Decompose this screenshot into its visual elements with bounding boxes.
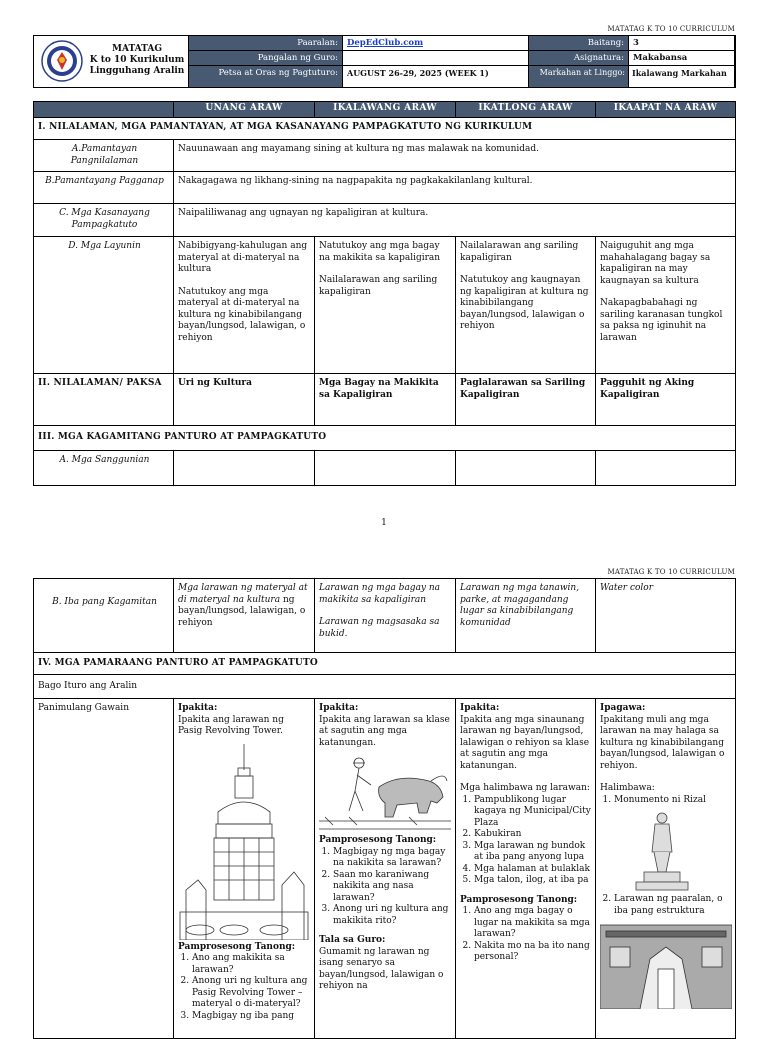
panimula-day-3 bbox=[456, 699, 596, 1039]
section-3-title: III. MGA KAGAMITANG PANTURO AT PAMPAGKATUTO bbox=[34, 426, 736, 451]
asignatura-label: Asignatura: bbox=[529, 51, 629, 66]
paksa-day-1: Uri ng Kultura bbox=[174, 374, 315, 426]
day-4-ex-1: 1. Monumento ni Rizal bbox=[614, 795, 731, 807]
pamantayan-pangnilalaman-label: A.Pamantayan Pangnilalaman bbox=[34, 140, 174, 172]
day-3-ex-1: 1. Pampublikong lugar kagaya ng Municipal/City Plaza bbox=[474, 795, 591, 830]
day-1-head: Ipakita: bbox=[178, 703, 218, 713]
day-1-q-2: 2. Anong uri ng kultura ang Pasig Revolving Tower – materyal o di-materyal? bbox=[192, 976, 310, 1011]
paaralan-label-cell: Paaralan: bbox=[188, 35, 343, 51]
layunin-day-1-b: Natutukoy ang mga materyal at di-materyal na kultura ng kinabibilangang bayan/lungsod, lalawigan, o rehiyon bbox=[178, 286, 306, 343]
petsa-value: AUGUST 26-29, 2025 (WEEK 1) bbox=[343, 66, 529, 88]
day-3-ex-5: 5. Mga talon, ilog, at iba pa bbox=[474, 875, 591, 887]
kagamitan-day-2-b: Larawan ng magsasaka sa bukid. bbox=[319, 617, 440, 639]
kagamitan-day-1-b: ng bayan/lungsod, lalawigan, o rehiyon bbox=[178, 594, 306, 628]
pamantayang-pagganap-text: Nakagagawa ng likhang-sining na nagpapakita ng pagkakakilanlang kultural. bbox=[174, 172, 736, 204]
day-3-examples bbox=[460, 795, 591, 887]
paksa-day-4: Pagguhit ng Aking Kapaligiran bbox=[596, 374, 736, 426]
col-day-1: UNANG ARAW bbox=[174, 102, 315, 118]
day-2-tala-head: Tala sa Guro: bbox=[319, 935, 386, 945]
panimula-day-1 bbox=[174, 699, 315, 1039]
panimula-day-4 bbox=[596, 699, 736, 1039]
day-1-q-3: 3. Magbigay ng iba pang bbox=[192, 1011, 310, 1023]
paaralan-value[interactable]: DepEdClub.com bbox=[347, 38, 424, 48]
iba-pang-kagamitan-label: B. Iba pang Kagamitan bbox=[34, 579, 174, 653]
day-4-examples-2 bbox=[600, 894, 731, 917]
day-3-q-1: 1. Ano ang mga bagay o lugar na makikita sa mga larawan? bbox=[474, 906, 591, 941]
layunin-day-3-a: Nailalarawan ang sariling kapaligiran bbox=[460, 241, 579, 263]
school-building-image bbox=[600, 919, 732, 1009]
lesson-table-page-1 bbox=[33, 101, 736, 486]
day-4-text: Ipakitang muli ang mga larawan na may halaga sa kultura ng kinabibilangang bayan/lungsod, lalawigan o rehiyon. bbox=[600, 714, 725, 771]
nilalaman-paksa-label: II. NILALAMAN/ PAKSA bbox=[34, 374, 174, 426]
pamantayang-pagganap-label: B.Pamantayang Pagganap bbox=[34, 172, 174, 204]
header-title-cell bbox=[34, 36, 189, 88]
day-3-ex-3: 3. Mga larawan ng bundok at iba pang anyong lupa bbox=[474, 841, 591, 864]
guro-label: Pangalan ng Guro: bbox=[188, 51, 343, 66]
kagamitan-day-1 bbox=[174, 579, 315, 653]
section-4-title: IV. MGA PAMARAANG PANTURO AT PAMPAGKATUTO bbox=[34, 653, 736, 675]
day-4-head: Ipagawa: bbox=[600, 703, 646, 713]
layunin-day-1-a: Nabibigyang-kahulugan ang materyal at di-materyal na kultura bbox=[178, 241, 308, 274]
col-day-3: IKATLONG ARAW bbox=[456, 102, 596, 118]
day-3-ex-4: 4. Mga halaman at bulaklak bbox=[474, 864, 591, 876]
header-title-line-2: K to 10 Kurikulum bbox=[89, 55, 185, 65]
layunin-day-2 bbox=[315, 237, 456, 374]
layunin-day-4-b: Nakapagbabahagi ng sariling karanasan tungkol sa paksa ng iginuhit na larawan bbox=[600, 298, 723, 343]
day-3-text: Ipakita ang mga sinaunang larawan ng bayan/lungsod, lalawigan o rehiyon sa klase at sagutin ang mga katanungan. bbox=[460, 714, 590, 771]
lesson-table-page-2 bbox=[33, 578, 736, 1039]
kagamitan-day-3: Larawan ng mga tanawin, parke, at magagandang lugar sa kinabibilangang komunidad bbox=[456, 579, 596, 653]
rizal-monument-image bbox=[600, 808, 732, 892]
layunin-day-2-a: Natutukoy ang mga bagay na makikita sa kapaligiran bbox=[319, 241, 441, 263]
day-2-questions bbox=[319, 847, 451, 928]
kagamitan-day-1-a: Mga larawan ng materyal at di materyal na kultura bbox=[178, 583, 308, 605]
bago-ituro-label: Bago Ituro ang Aralin bbox=[34, 675, 736, 699]
layunin-day-4-a: Naiguguhit ang mga mahahalagang bagay sa kapaligiran na may kaugnayan sa kultura bbox=[600, 241, 711, 286]
day-2-q-head: Pamprosesong Tanong: bbox=[319, 835, 437, 845]
farmer-carabao-image bbox=[319, 751, 451, 833]
markahan-label: Markahan at Linggo: bbox=[529, 66, 629, 88]
paksa-day-3: Paglalarawan sa Sariling Kapaligiran bbox=[456, 374, 596, 426]
panimula-day-2 bbox=[315, 699, 456, 1039]
day-4-ex-2: 2. Larawan ng paaralan, o iba pang estruktura bbox=[614, 894, 731, 917]
day-3-q-2: 2. Nakita mo na ba ito nang personal? bbox=[474, 941, 591, 964]
baitang-value: 3 bbox=[629, 35, 735, 51]
kagamitan-day-2 bbox=[315, 579, 456, 653]
header-title-line-3: Lingguhang Aralin bbox=[89, 66, 185, 76]
layunin-day-4 bbox=[596, 237, 736, 374]
layunin-day-3-b: Natutukoy ang kaugnayan ng kapaligiran at kultura ng kinabibilangang bayan/lungsod, lalawigan o rehiyon bbox=[460, 275, 589, 331]
layunin-day-3 bbox=[456, 237, 596, 374]
day-2-q-3: 3. Anong uri ng kultura ang makikita rito? bbox=[333, 904, 451, 927]
page-2 bbox=[0, 560, 768, 1024]
panimulang-gawain-label: Panimulang Gawain bbox=[34, 699, 174, 1039]
day-4-examples bbox=[600, 795, 731, 807]
layunin-day-2-b: Nailalarawan ang sariling kapaligiran bbox=[319, 275, 438, 297]
paksa-day-2: Mga Bagay na Makikita sa Kapaligiran bbox=[315, 374, 456, 426]
kagamitan-day-4: Water color bbox=[596, 579, 736, 653]
revolving-tower-image bbox=[178, 740, 310, 940]
day-1-text: Ipakita ang larawan ng Pasig Revolving Tower. bbox=[178, 714, 284, 736]
col-day-2: IKALAWANG ARAW bbox=[315, 102, 456, 118]
day-2-q-1: 1. Magbigay ng mga bagay na nakikita sa larawan? bbox=[333, 847, 451, 870]
guro-value bbox=[343, 51, 529, 66]
layunin-day-1 bbox=[174, 237, 315, 374]
kasanayang-pampagkatuto-text: Naipaliliwanag ang ugnayan ng kapaligiran at kultura. bbox=[174, 204, 736, 237]
page-number: 1 bbox=[381, 518, 387, 528]
curriculum-note-2: MATATAG K TO 10 CURRICULUM bbox=[607, 568, 735, 576]
col-day-4: IKAAPAT NA ARAW bbox=[596, 102, 736, 118]
day-2-head: Ipakita: bbox=[319, 703, 359, 713]
kasanayang-pampagkatuto-label: C. Mga Kasanayang Pampagkatuto bbox=[34, 204, 174, 237]
asignatura-value: Makabansa bbox=[629, 51, 735, 66]
day-2-text: Ipakita ang larawan sa klase at sagutin ang mga katanungan. bbox=[319, 714, 450, 748]
day-3-head: Ipakita: bbox=[460, 703, 500, 713]
deped-seal-icon bbox=[41, 40, 83, 82]
markahan-value: Ikalawang Markahan bbox=[629, 66, 735, 88]
petsa-label: Petsa at Oras ng Pagtuturo: bbox=[188, 66, 343, 88]
day-3-ex-2: 2. Kabukiran bbox=[474, 829, 591, 841]
day-1-q-1: 1. Ano ang makikita sa larawan? bbox=[192, 953, 310, 976]
day-4-ex-head: Halimbawa: bbox=[600, 783, 655, 793]
sanggunian-label: A. Mga Sanggunian bbox=[34, 451, 174, 486]
day-2-tala: Gumamit ng larawan ng isang senaryo sa bayan/lungsod, lalawigan o rehiyon na bbox=[319, 946, 444, 991]
day-1-questions bbox=[178, 953, 310, 1022]
day-2-q-2: 2. Saan mo karaniwang nakikita ang nasa larawan? bbox=[333, 870, 451, 905]
kagamitan-day-2-a: Larawan ng mga bagay na makikita sa kapaligiran bbox=[319, 583, 441, 605]
section-1-title: I. NILALAMAN, MGA PAMANTAYAN, AT MGA KASANAYANG PAMPAGKATUTO NG KURIKULUM bbox=[34, 118, 736, 140]
layunin-label: D. Mga Layunin bbox=[34, 237, 174, 374]
baitang-label-cell: Baitang: bbox=[529, 35, 629, 51]
day-3-questions bbox=[460, 906, 591, 964]
pamantayan-pangnilalaman-text: Nauunawaan ang mayamang sining at kultura ng mas malawak na komunidad. bbox=[174, 140, 736, 172]
curriculum-note: MATATAG K TO 10 CURRICULUM bbox=[607, 25, 735, 33]
header-title-line-1: MATATAG bbox=[111, 44, 163, 54]
day-3-q-head: Pamprosesong Tanong: bbox=[460, 894, 578, 905]
header-grid bbox=[188, 35, 735, 88]
day-3-ex-head: Mga halimbawa ng larawan: bbox=[460, 783, 590, 793]
day-1-q-head: Pamprosesong Tanong: bbox=[178, 941, 296, 952]
